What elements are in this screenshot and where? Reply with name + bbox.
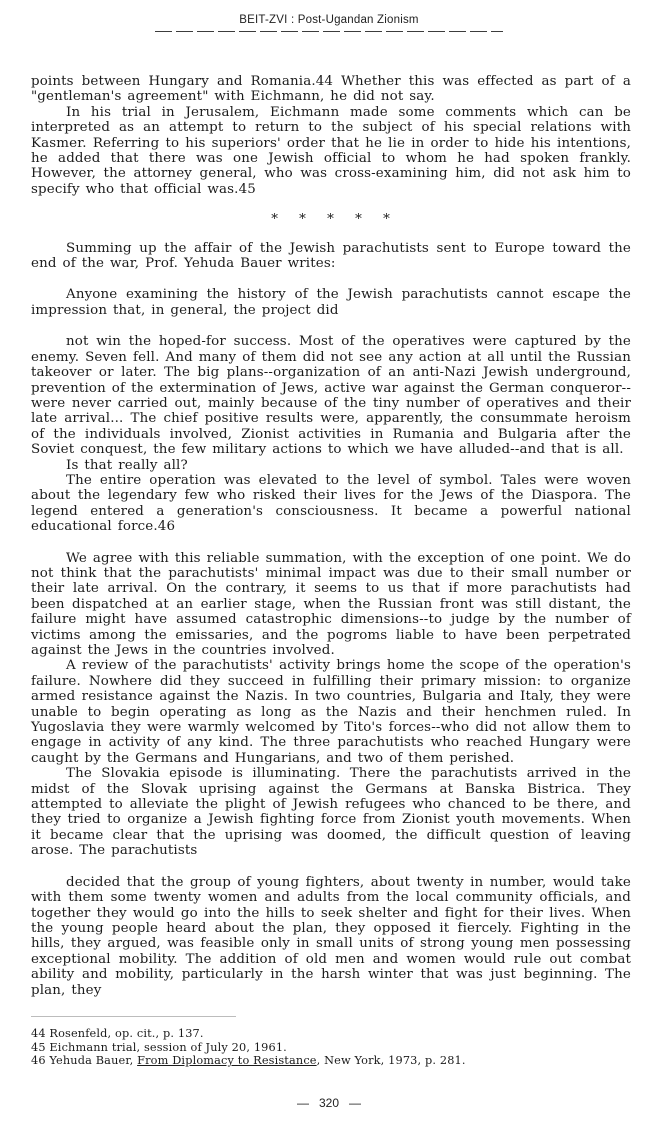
- body-text: [31, 74, 631, 998]
- paragraph-symbol: The entire operation was elevated to the level of symbol. Tales were woven about the legendary few who risked their lives for the Jews of the Diaspora. The legend entered a generation's consciousness. It became a powerful national educational force.46: [31, 472, 631, 535]
- paragraph-slovakia: The Slovakia episode is illuminating. There the parachutists arrived in the midst of the Slovak uprising against the Germans at Banska Bistrica. They attempted to alleviate the plight of Jewish refugees who chanced to be there, and they tried to organize a Jewish fighting force from Zionist youth movements. When it became clear that the uprising was doomed, the difficult question of leaving arose. The parachutists: [31, 766, 631, 859]
- paragraph-quote-body: not win the hoped-for success. Most of the operatives were captured by the enemy. Seven fell. And many of them did not see any action at all until the Russian takeover or later. The big plans--organization of an anti-Nazi Jewish underground, prevention of the extermination of Jews, active war against the German conqueror--were never carried out, mainly because of the tiny number of operatives and their late arrival... The chief positive results were, apparently, the consummate heroism of the individuals involved, Zionist activities in Rumania and Bulgaria after the Soviet conquest, the few military actions to which we have alluded--and that is all.: [31, 334, 631, 458]
- footnote-45: 45 Eichmann trial, session of July 20, 1961.: [31, 1040, 287, 1054]
- page-header-title: BEIT-ZVI : Post-Ugandan Zionism: [239, 14, 419, 26]
- footnote-46-prefix: 46 Yehuda Bauer,: [31, 1054, 138, 1068]
- footnote-book-title: From Diplomacy to Resistance: [137, 1054, 317, 1068]
- paragraph-review: A review of the parachutists' activity brings home the scope of the operation's failure. Nowhere did they succeed in fulfilling their primary mission: to organize armed resistance against the Nazis. In two countries, Bulgaria and Italy, they were unable to begin operating as long as the Nazis and their henchmen ruled. In Yugoslavia they were warmly welcomed by Tito's forces--who did not allow them to engage in activity of any kind. The three parachutists who reached Hungary were caught by the Germans and Hungarians, and two of them perished.: [31, 658, 631, 766]
- page-number: — 320 —: [296, 1096, 362, 1110]
- paragraph-we-agree: We agree with this reliable summation, with the exception of one point. We do not think that the parachutists' minimal impact was due to their small number or their late arrival. On the contrary, it seems to us that if more parachutists had been dispatched at an earlier stage, when the Russian front was still distant, the failure might have assumed catastrophic dimensions--to judge by the number of victims among the emissaries, and the pogroms liable to have been perpetrated against the Jews in the countries involved.: [31, 550, 631, 658]
- footnote-46-suffix: , New York, 1973, p. 281.: [316, 1054, 466, 1068]
- footnote-separator: [31, 1016, 236, 1017]
- footnote-46: [31, 1054, 631, 1068]
- footnote-44: 44 Rosenfeld, op. cit., p. 137.: [31, 1027, 204, 1040]
- paragraph-quote-intro: Anyone examining the history of the Jewish parachutists cannot escape the impression that, in general, the project did: [31, 287, 631, 318]
- paragraph-eichmann-trial: In his trial in Jerusalem, Eichmann made some comments which can be interpreted as an attempt to return to the subject of his special relations with Kasmer. Referring to his superiors' order that he lie in order to hide his intentions, he added that there was one Jewish official to whom he had spoken frankly. However, the attorney general, who was cross-examining him, did not ask him to specify who that official was.45: [31, 104, 631, 197]
- paragraph-is-that-all: Is that really all?: [66, 457, 188, 473]
- section-break: * * * * *: [271, 212, 391, 228]
- paragraph-continuation: points between Hungary and Romania.44 Whether this was effected as part of a "gentleman's agreement" with Eichmann, he did not say.: [31, 74, 631, 105]
- paragraph-decided: decided that the group of young fighters, about twenty in number, would take with them some twenty women and adults from the local community officials, and together they would go into the hills to seek shelter and fight for their lives. When the young people heard about the plan, they opposed it fiercely. Fighting in the hills, they argued, was feasible only in small units of strong young men possessing exceptional mobility. The addition of old men and women would rule out combat ability and mobility, particularly in the harsh winter that was just beginning. The plan, they: [31, 874, 631, 998]
- header-rule: [155, 30, 503, 32]
- paragraph-summing-up: Summing up the affair of the Jewish parachutists sent to Europe toward the end of the war, Prof. Yehuda Bauer writes:: [31, 240, 631, 272]
- footnote-block: [31, 1016, 631, 1068]
